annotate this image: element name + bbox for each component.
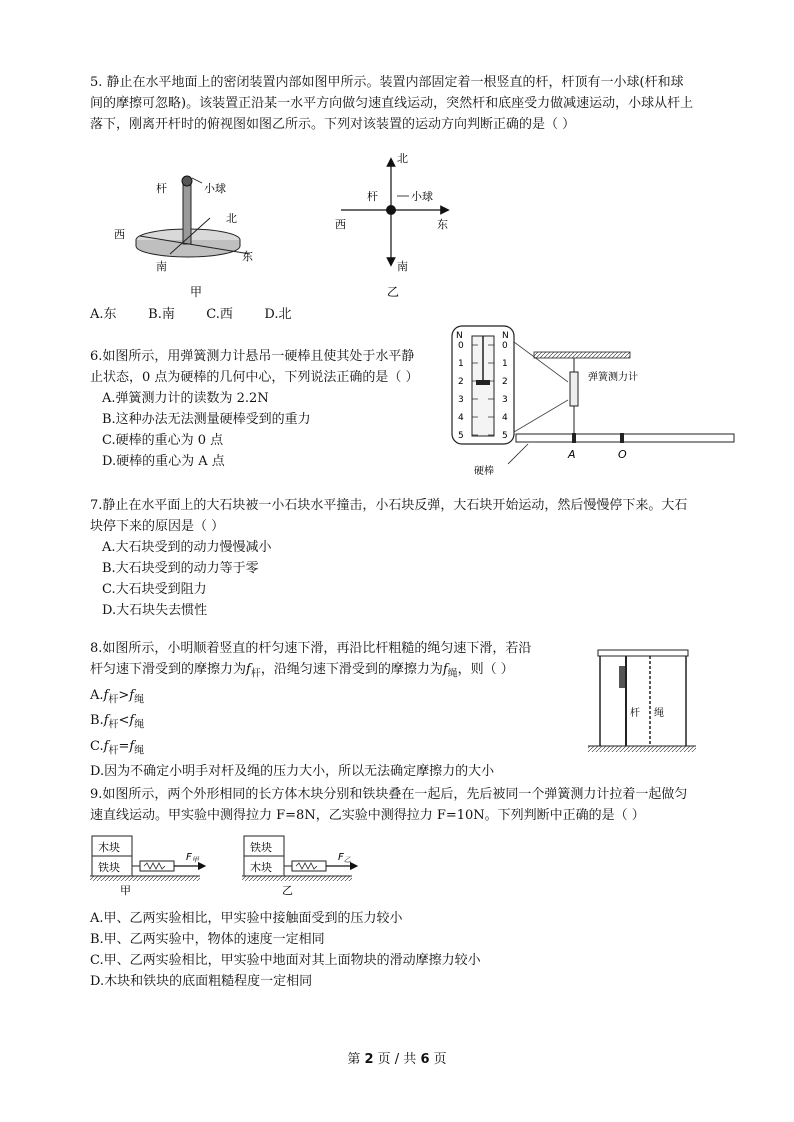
scale-right-4: 4	[502, 413, 508, 423]
f-symbol: f	[246, 662, 251, 677]
q5-option-c[interactable]: C.西	[206, 307, 233, 322]
top-block-label: 铁块	[250, 841, 272, 854]
ceiling	[534, 352, 630, 358]
scale-left-1: 1	[458, 359, 464, 369]
hard-rod	[516, 434, 734, 442]
q9-option-a[interactable]: A.甲、乙两实验相比，甲实验中接触面受到的压力较小	[90, 911, 403, 926]
spring-scale	[292, 861, 326, 871]
rod-label: 杆	[156, 182, 167, 195]
question-9	[90, 784, 730, 826]
q5-fig-b-caption: 乙	[387, 285, 400, 299]
scale-right-0: 0	[502, 341, 508, 351]
q9-figures	[90, 832, 420, 904]
page-footer: 第 2 页 / 共 6 页	[347, 1052, 447, 1067]
meter-label: 弹簧测力计	[588, 372, 638, 383]
q5-figure-b	[325, 150, 475, 330]
bottom-block-label: 木块	[250, 861, 272, 874]
q8-figure	[586, 646, 698, 758]
rod-label: 杆	[367, 190, 378, 203]
q8-stem-line1: 8.如图所示，小明顺着竖直的杆匀速下滑，再沿比杆粗糙的绳匀速下滑，若沿	[90, 641, 532, 656]
q5-option-a[interactable]: A.东	[90, 307, 117, 322]
f-symbol: f	[442, 662, 448, 677]
rod-label: 杆	[630, 708, 640, 719]
scale-left-4: 4	[458, 413, 464, 423]
q8-option-c[interactable]: $C.f_杆=f_绳$	[90, 738, 145, 757]
ball-top-view	[386, 205, 396, 215]
q6-figure	[448, 322, 738, 484]
q9-figure-a	[90, 836, 202, 897]
q7-option-a[interactable]: A.大石块受到的动力慢慢减小	[102, 540, 272, 555]
q9-option-c[interactable]: C.甲、乙两实验相比，甲实验中地面对其上面物块的滑动摩擦力较小	[90, 953, 481, 968]
scale-left-2: 2	[458, 377, 464, 387]
north-label: 北	[397, 152, 408, 165]
mini-scale	[570, 372, 578, 406]
point-o-label: O	[618, 448, 627, 461]
scale-pointer	[476, 380, 490, 385]
q7-stem-line2: 块停下来的原因是（ ）	[90, 519, 225, 534]
unit-right: N	[502, 331, 509, 341]
rope-label: 绳	[654, 708, 664, 719]
ground	[588, 746, 696, 752]
q6-stem-line1: 6.如图所示，用弹簧测力计悬吊一硬棒且使其处于水平静	[90, 349, 415, 364]
scale-right-2: 2	[502, 377, 508, 387]
q5-options	[90, 304, 318, 325]
q9-fig-b-caption: 乙	[282, 884, 293, 897]
q6-option-d[interactable]: D.硬棒的重心为 A 点	[102, 454, 225, 469]
q5-stem-line3: 落下，刚离开杆时的俯视图如图乙所示。下列对该装置的运动方向判断正确的是（ ）	[90, 117, 576, 132]
q7-option-c[interactable]: C.大石块受到阻力	[102, 582, 207, 597]
q5-stem-line2: 间的摩擦可忽略)。该装置正沿某一水平方向做匀速直线运动，突然杆和底座受力做减速运动，小球从杆上	[90, 96, 694, 111]
q7-stem-line1: 7.静止在水平面上的大石块被一小石块水平撞击，小石块反弹，大石块开始运动，然后慢慢停下来。大石	[90, 498, 688, 513]
q5-option-b[interactable]: B.南	[148, 307, 175, 322]
force-label: $F_甲$	[186, 852, 199, 864]
q6-option-b[interactable]: B.这种办法无法测量硬棒受到的重力	[102, 412, 311, 427]
south-label: 南	[156, 260, 167, 273]
q9-option-d[interactable]: D.木块和铁块的底面粗糙程度一定相同	[90, 974, 313, 989]
q6-stem-line2: 止状态，0 点为硬棒的几何中心，下列说法正确的是（ ）	[90, 370, 419, 385]
q6-option-a[interactable]: A.弹簧测力计的读数为 2.2N	[102, 391, 269, 406]
person-shape	[619, 666, 625, 688]
south-label: 南	[397, 260, 408, 273]
scale-left-5: 5	[458, 431, 464, 441]
scale-right-3: 3	[502, 395, 508, 405]
q8-stem-line2: 杆匀速下滑受到的摩擦力为$f_杆$，沿绳匀速下滑受到的摩擦力为$f_绳$，则（ ）	[90, 662, 514, 680]
q7-option-d[interactable]: D.大石块失去惯性	[102, 603, 208, 618]
scale-left-0: 0	[458, 341, 464, 351]
unit-left: N	[456, 331, 463, 341]
q7-option-b[interactable]: B.大石块受到的动力等于零	[102, 561, 259, 576]
q9-fig-a-caption: 甲	[120, 884, 131, 897]
scale-left-3: 3	[458, 395, 464, 405]
q5-stem-line1: 5. 静止在水平地面上的密闭装置内部如图甲所示。装置内部固定着一根竖直的杆，杆顶有一小球(杆和球	[90, 75, 684, 90]
q9-option-b[interactable]: B.甲、乙两实验中，物体的速度一定相同	[90, 932, 325, 947]
west-label: 西	[114, 228, 125, 241]
ball-label: 小球	[411, 190, 433, 203]
frame-top	[598, 650, 688, 656]
q8-option-a[interactable]: $A.f_杆>f_绳$	[90, 687, 145, 706]
page-total: 6	[420, 1052, 430, 1067]
bottom-block-label: 铁块	[98, 861, 120, 874]
force-label: $F_乙$	[338, 852, 351, 864]
rod-shape	[183, 182, 191, 244]
q8-option-d[interactable]: D.因为不确定小明手对杆及绳的压力大小，所以无法确定摩擦力的大小	[90, 764, 495, 780]
q6-option-c[interactable]: C.硬棒的重心为 0 点	[102, 433, 224, 448]
q5-option-d[interactable]: D.北	[264, 307, 292, 322]
ball-shape	[182, 176, 192, 186]
ball-label: 小球	[204, 182, 226, 195]
rod-label: 硬棒	[474, 466, 494, 477]
q8-option-b[interactable]: $B.f_杆<f_绳$	[90, 713, 145, 731]
q5-fig-a-caption: 甲	[190, 285, 203, 299]
top-block-label: 木块	[98, 841, 120, 854]
north-label: 北	[226, 212, 237, 225]
q9-stem-line1: 9.如图所示，两个外形相同的长方体木块分别和铁块叠在一起后，先后被同一个弹簧测力计拉着一起做匀	[90, 787, 688, 802]
question-5	[90, 72, 730, 135]
q9-stem-line2: 速直线运动。甲实验中测得拉力 F=8N，乙实验中测得拉力 F=10N。下列判断中正确的是（ ）	[90, 808, 645, 823]
point-a-label: A	[568, 448, 576, 461]
q9-options	[90, 908, 730, 992]
q9-figure-b	[242, 836, 354, 897]
question-7	[90, 495, 730, 621]
page-number: 2	[364, 1052, 374, 1067]
scale-right-1: 1	[502, 359, 508, 369]
question-8	[90, 638, 570, 782]
scale-right-5: 5	[502, 431, 508, 441]
east-label: 东	[437, 218, 448, 231]
west-label: 西	[335, 218, 346, 231]
east-label: 东	[242, 250, 253, 263]
spring-scale	[140, 861, 174, 871]
question-6	[90, 346, 450, 472]
